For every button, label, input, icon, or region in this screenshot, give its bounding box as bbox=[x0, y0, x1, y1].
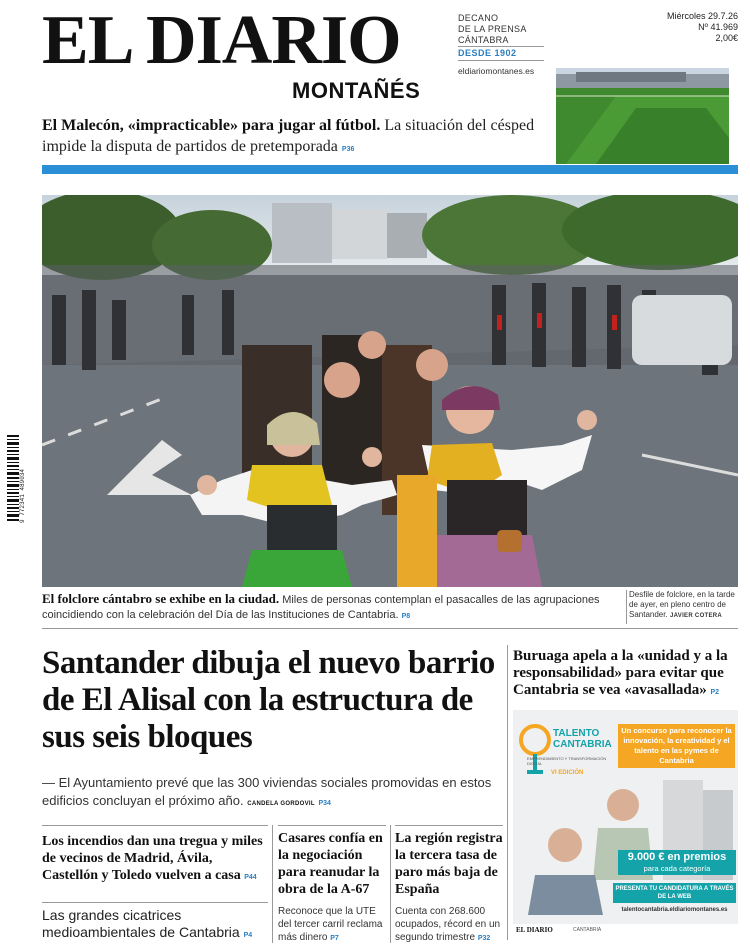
masthead-website[interactable]: eldiariomontanes.es bbox=[458, 66, 535, 76]
masthead-divider bbox=[458, 60, 544, 61]
ad-prize: 9.000 € en premios bbox=[627, 851, 727, 863]
teaser-headline: El Malecón, «impracticable» para jugar al fútbol. bbox=[42, 117, 381, 134]
decano-line-3: CÁNTABRA bbox=[458, 35, 509, 45]
photo-caption[interactable] bbox=[42, 591, 620, 624]
masthead-divider bbox=[458, 46, 544, 47]
masthead-subtitle: MONTAÑÉS bbox=[292, 78, 421, 103]
column-divider bbox=[390, 825, 391, 943]
ad-logo-line-2: CANTABRIA bbox=[553, 739, 612, 750]
masthead-since: DESDE 1902 bbox=[458, 48, 517, 58]
barcode bbox=[7, 435, 19, 523]
side-page: P2 bbox=[710, 689, 720, 696]
ad-prize-sub: para cada categoría bbox=[643, 864, 711, 873]
brief-divider bbox=[42, 825, 268, 826]
teaser-text: La situación del césped impide la disputa de partidos de pretemporada bbox=[42, 117, 535, 155]
issue-date: Miércoles 29.7.26 bbox=[666, 11, 738, 21]
main-subhead-dash: — bbox=[42, 775, 55, 790]
decano-line-1: DECANO bbox=[458, 13, 499, 23]
photo-caption-page: P8 bbox=[401, 613, 411, 620]
photo-caption-text: Miles de personas contemplan el pasacalles de las agrupaciones coincidiendo con la celebración del Día de las Instituciones de Cantabria. bbox=[42, 594, 600, 621]
brief-divider bbox=[395, 825, 503, 826]
section-divider bbox=[42, 628, 738, 629]
issue-number: Nº 41.969 bbox=[698, 22, 738, 32]
main-subhead bbox=[42, 774, 504, 813]
brief-paro-headline[interactable]: La región registra la tercera tasa de paro más baja de España bbox=[395, 831, 503, 897]
stadium-photo[interactable] bbox=[556, 68, 729, 164]
folklore-parade-photo[interactable] bbox=[42, 195, 738, 587]
column-divider bbox=[507, 645, 508, 940]
brief-paro-page: P32 bbox=[477, 935, 491, 942]
brief-fires-page: P44 bbox=[244, 874, 257, 881]
teaser-page: P36 bbox=[341, 146, 355, 153]
accent-bar bbox=[42, 165, 738, 174]
ad-logo-line-1: TALENTO bbox=[553, 728, 600, 739]
brief-paro-text: Cuenta con 268.600 ocupados, récord en un segundo trimestre bbox=[395, 906, 501, 943]
masthead-decano bbox=[458, 13, 548, 46]
brief-divider bbox=[42, 902, 268, 903]
ad-prize-box bbox=[618, 850, 736, 875]
main-subhead-text: El Ayuntamiento prevé que las 300 viviendas sociales promovidas en estos edificios concluyan el próximo año. bbox=[42, 775, 492, 808]
credit-divider bbox=[626, 590, 627, 624]
teaser-story[interactable] bbox=[42, 115, 550, 160]
side-headline: Buruaga apela a la «unidad y a la responsabilidad» para evitar que Cantabria se vea «avasallada» bbox=[513, 648, 728, 698]
ad-sponsor-2: CANTABRIA bbox=[573, 927, 602, 933]
photo-credit-text: Desfile de folclore, en la tarde de ayer, en pleno centro de Santander. bbox=[629, 590, 735, 619]
ad-promo: Un concurso para reconocer la innovación, la creatividad y el talento en las pymes de Cantabria bbox=[618, 724, 735, 768]
ad-cta[interactable]: PRESENTA TU CANDIDATURA A TRAVÉS DE LA WEB bbox=[613, 883, 736, 903]
photo-credit bbox=[629, 590, 741, 621]
brief-fires-headline: Los incendios dan una tregua y miles de vecinos de Madrid, Ávila, Castellón y Toledo vuelven a casa bbox=[42, 834, 263, 883]
bottom-story[interactable] bbox=[42, 907, 270, 944]
brief-divider bbox=[278, 825, 386, 826]
photo-caption-headline: El folclore cántabro se exhibe en la ciudad. bbox=[42, 591, 280, 606]
ad-tagline: EMPRENDIMIENTO Y TRANSFORMACIÓN DIGITAL bbox=[527, 756, 607, 766]
issue-price: 2,00€ bbox=[715, 33, 738, 43]
ad-edition: VI EDICIÓN bbox=[551, 770, 584, 776]
main-headline[interactable]: Santander dibuja el nuevo barrio de El Alisal con la estructura de sus seis bloques bbox=[42, 645, 495, 755]
masthead-dateline bbox=[667, 11, 738, 44]
brief-casares-text: Reconoce que la UTE del tercer carril reclama más dinero bbox=[278, 906, 383, 943]
barcode-number: 9 772341 489034 bbox=[19, 468, 26, 523]
side-story[interactable] bbox=[513, 648, 741, 701]
bottom-story-headline: Las grandes cicatrices medioambientales de Cantabria bbox=[42, 907, 240, 940]
decano-line-2: DE LA PRENSA bbox=[458, 24, 527, 34]
bottom-story-page: P4 bbox=[243, 932, 253, 939]
brief-casares-page: P7 bbox=[330, 935, 339, 942]
brief-casares bbox=[278, 905, 388, 945]
ad-sponsor-1: EL DIARIO bbox=[516, 926, 553, 934]
column-divider bbox=[272, 825, 273, 943]
brief-paro bbox=[395, 905, 505, 945]
main-author: CANDELA GORDOVIL bbox=[247, 801, 315, 807]
main-page: P34 bbox=[318, 800, 331, 807]
brief-casares-headline[interactable]: Casares confía en la negociación para reanudar la obra de la A-67 bbox=[278, 831, 383, 897]
ad-logo bbox=[553, 728, 612, 750]
ad-url[interactable]: talentocantabria.eldiariomontanes.es bbox=[621, 907, 728, 913]
masthead-title: EL DIARIO bbox=[42, 2, 401, 79]
photo-credit-author: JAVIER COTERA bbox=[669, 613, 723, 619]
talento-cantabria-ad[interactable] bbox=[513, 710, 738, 938]
brief-fires[interactable] bbox=[42, 833, 268, 886]
